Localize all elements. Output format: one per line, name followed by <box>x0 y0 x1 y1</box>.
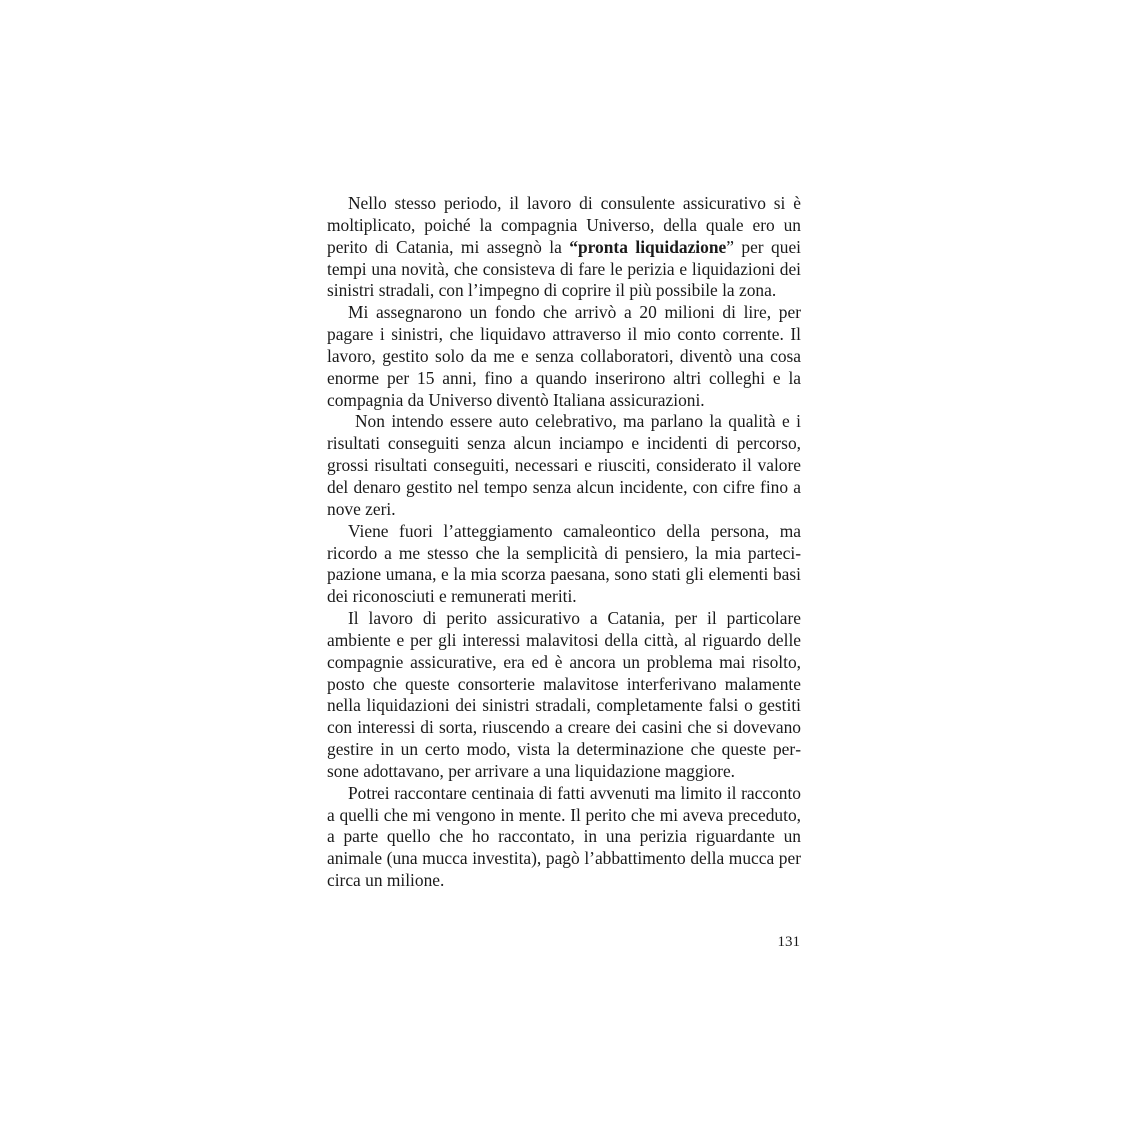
paragraph-1-text-before: Nello stesso periodo, il lavoro di consulente assicurativo si è moltiplicato, poiché la compagnia Universo, della quale ero un perito di Catania, mi assegnò la <box>327 193 801 257</box>
paragraph-1-bold-term: “pronta liquidazione <box>569 236 727 257</box>
paragraph-6: Potrei raccontare centinaia di fatti avvenuti ma limito il racconto a quelli che mi vengono in mente. Il perito che mi aveva preceduto, a parte quello che ho raccontato, in una perizia riguardante un animale (una mucca investita), pagò l’abbattimento della mucca per circa un milione. <box>327 782 801 891</box>
paragraph-4: Viene fuori l’atteggiamento camaleontico della persona, ma ricordo a me stesso che la semplicità di pensiero, la mia partecipazione umana, e la mia scorza paesana, sono stati gli elementi basi dei riconosciuti e remunerati meriti. <box>327 520 801 607</box>
paragraph-1-text-after: ” per quei tempi una novità, che consisteva di fare le perizia e liquidazioni dei sinistri stradali, con l’impegno di coprire il più possibile la zona. <box>327 236 802 301</box>
paragraph-5: Il lavoro di perito assicurativo a Catania, per il particolare ambiente e per gli interessi malavitosi della città, al riguardo delle compagnie assicurative, era ed è ancora un problema mai risolto, posto che queste consorterie malavitose interferivano malamente nella liquidazioni dei sinistri stradali, completamente falsi o gestiti con interessi di sorta, riuscendo a creare dei casini che si dovevano gestire in un certo modo, vista la determinazione che queste persone adottavano, per arrivare a una liquidazione maggiore. <box>327 608 801 781</box>
paragraph-2: Mi assegnarono un fondo che arrivò a 20 milioni di lire, per pagare i sinistri, che liquidavo attraverso il mio conto corrente. Il lavoro, gestito solo da me e senza collaboratori, diventò una cosa enorme per 15 anni, fino a quando inserirono altri colleghi e la compagnia da Universo diventò Italiana assicurazioni. <box>327 302 801 410</box>
paragraph-3: Non intendo essere auto celebrativo, ma parlano la qualità e i risultati conseguiti senza alcun inciampo e incidenti di percorso, grossi risultati conseguiti, necessari e riusciti, considerato il valore del denaro gestito nel tempo senza alcun incidente, con cifre fino a nove zeri. <box>327 411 801 519</box>
page-number: 131 <box>777 934 800 950</box>
paragraph-1 <box>327 193 801 302</box>
body-text <box>327 193 801 892</box>
